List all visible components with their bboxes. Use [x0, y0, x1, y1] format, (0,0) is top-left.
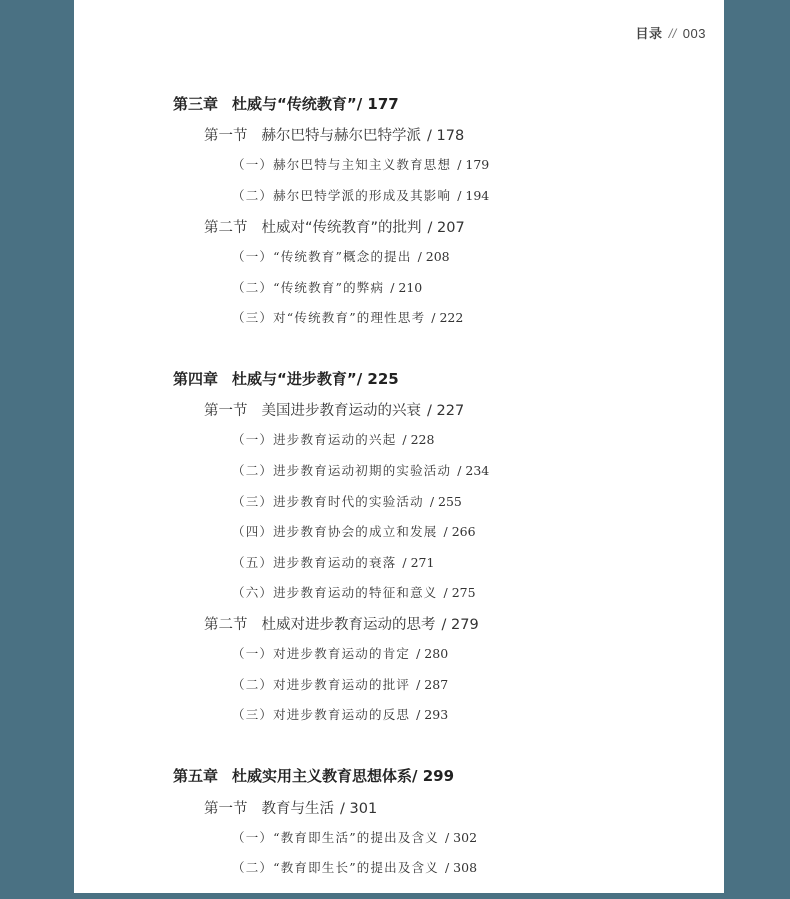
item-text: （五）进步教育运动的衰落: [232, 555, 397, 570]
item-page: / 266: [443, 524, 476, 539]
section-label: 第二节: [204, 617, 248, 633]
item-page: / 222: [431, 310, 464, 325]
toc-chapter[interactable]: [173, 93, 399, 114]
toc-item[interactable]: [232, 308, 463, 326]
item-page: / 194: [457, 188, 490, 203]
item-text: （一）赫尔巴特与主知主义教育思想: [232, 157, 452, 172]
chapter-title: 杜威实用主义教育思想体系: [232, 767, 413, 785]
toc-item[interactable]: [232, 461, 489, 479]
toc-item[interactable]: [232, 430, 434, 448]
section-page: / 279: [441, 617, 479, 633]
item-page: / 255: [429, 494, 462, 509]
item-text: （一）进步教育运动的兴起: [232, 432, 397, 447]
toc-item[interactable]: [232, 492, 462, 510]
item-page: / 302: [444, 830, 478, 845]
item-page: / 271: [402, 555, 435, 570]
running-head-page-number: 003: [682, 26, 706, 41]
section-label: 第一节: [204, 801, 248, 817]
item-page: / 234: [457, 463, 490, 478]
toc-section[interactable]: [204, 216, 465, 237]
section-title: 杜威对“传统教育”的批判: [261, 220, 422, 236]
toc-chapter[interactable]: [173, 765, 454, 786]
item-text: （一）“传统教育”概念的提出: [232, 249, 412, 264]
chapter-page: / 177: [356, 95, 399, 113]
toc-chapter[interactable]: [173, 368, 399, 389]
toc-item[interactable]: [232, 828, 477, 846]
chapter-title: 杜威与“进步教育”: [232, 370, 357, 388]
toc-item[interactable]: [232, 278, 422, 296]
toc-item[interactable]: [232, 186, 489, 204]
toc-item[interactable]: [232, 247, 450, 265]
item-text: （二）对进步教育运动的批评: [232, 677, 411, 692]
toc-section[interactable]: [204, 399, 464, 420]
item-text: （四）进步教育协会的成立和发展: [232, 524, 438, 539]
item-text: （六）进步教育运动的特征和意义: [232, 585, 438, 600]
toc-item[interactable]: [232, 553, 434, 571]
item-text: （三）对“传统教育”的理性思考: [232, 310, 426, 325]
item-text: （三）对进步教育运动的反思: [232, 707, 411, 722]
item-text: （二）“教育即生长”的提出及含义: [232, 860, 439, 875]
chapter-label: 第四章: [173, 370, 219, 388]
chapter-label: 第五章: [173, 767, 219, 785]
item-text: （一）对进步教育运动的肯定: [232, 646, 411, 661]
book-page: [74, 0, 724, 893]
chapter-page: / 225: [356, 370, 399, 388]
item-text: （二）赫尔巴特学派的形成及其影响: [232, 188, 452, 203]
toc-item[interactable]: [232, 705, 448, 723]
running-head: [636, 23, 706, 42]
item-text: （三）进步教育时代的实验活动: [232, 494, 424, 509]
section-page: / 178: [427, 128, 465, 144]
section-title: 杜威对进步教育运动的思考: [261, 617, 436, 633]
item-page: / 293: [416, 707, 449, 722]
toc-item[interactable]: [232, 675, 448, 693]
section-label: 第一节: [204, 128, 248, 144]
section-title: 教育与生活: [261, 801, 334, 817]
section-page: / 207: [427, 220, 465, 236]
item-page: / 228: [402, 432, 435, 447]
item-page: / 179: [457, 157, 490, 172]
chapter-label: 第三章: [173, 95, 219, 113]
toc-section[interactable]: [204, 613, 479, 634]
item-page: / 208: [417, 249, 450, 264]
item-page: / 287: [416, 677, 449, 692]
chapter-title: 杜威与“传统教育”: [232, 95, 357, 113]
item-page: / 280: [416, 646, 449, 661]
running-head-separator: //: [668, 26, 677, 41]
toc-item[interactable]: [232, 155, 489, 173]
toc-section[interactable]: [204, 124, 464, 145]
toc-item[interactable]: [232, 522, 476, 540]
item-text: （一）“教育即生活”的提出及含义: [232, 830, 439, 845]
chapter-page: / 299: [412, 767, 455, 785]
item-text: （二）“传统教育”的弊病: [232, 280, 385, 295]
section-page: / 227: [427, 403, 465, 419]
toc-section[interactable]: [204, 797, 377, 818]
running-head-title: 目录: [635, 26, 663, 41]
section-label: 第一节: [204, 403, 248, 419]
item-page: / 210: [390, 280, 423, 295]
item-page: / 308: [444, 860, 478, 875]
section-title: 赫尔巴特与赫尔巴特学派: [261, 128, 421, 144]
section-title: 美国进步教育运动的兴衰: [261, 403, 421, 419]
section-label: 第二节: [204, 220, 248, 236]
toc-item[interactable]: [232, 583, 476, 601]
item-page: / 275: [443, 585, 476, 600]
toc-item[interactable]: [232, 644, 448, 662]
item-text: （二）进步教育运动初期的实验活动: [232, 463, 452, 478]
section-page: / 301: [340, 801, 378, 817]
toc-item[interactable]: [232, 858, 477, 876]
